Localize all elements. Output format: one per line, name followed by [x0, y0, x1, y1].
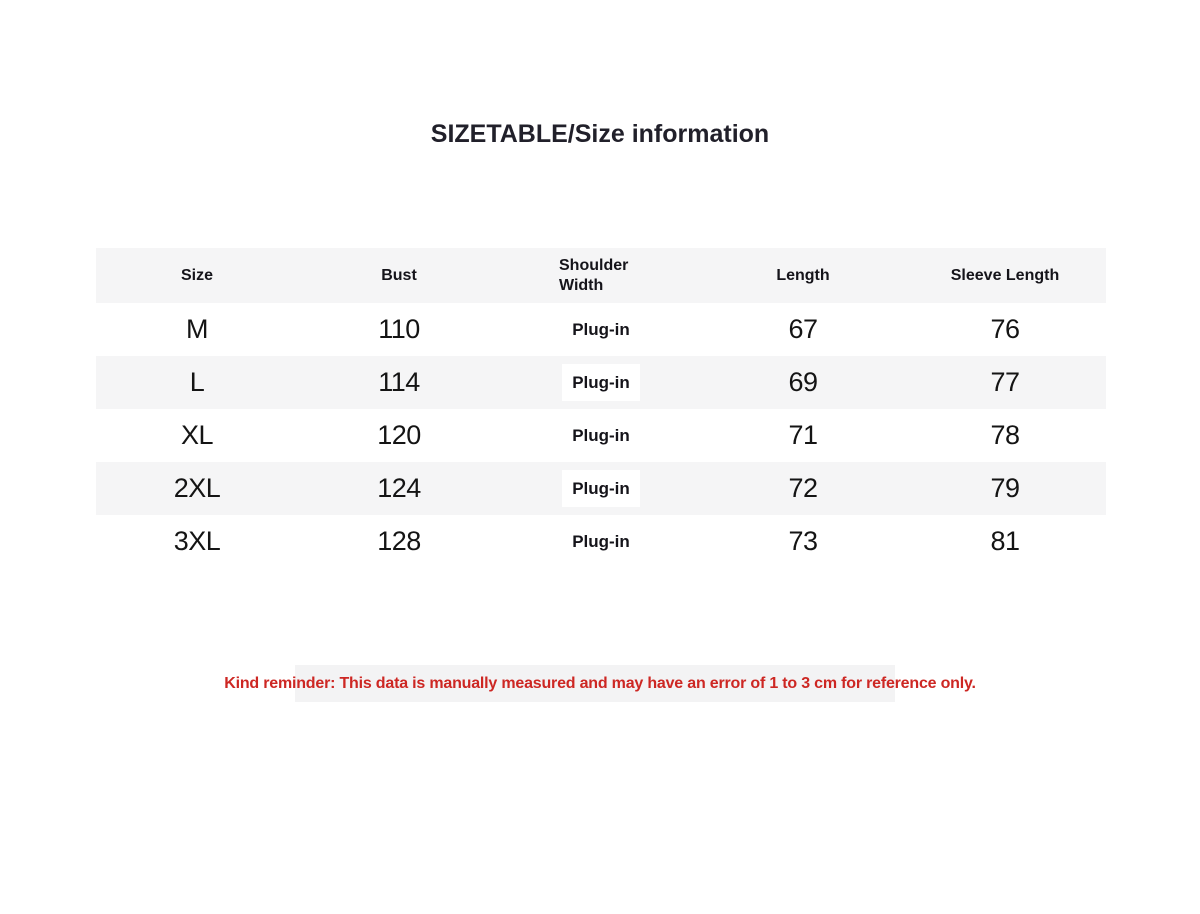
cell-shoulder-width	[500, 515, 702, 568]
cell-size: M	[186, 314, 208, 344]
table-row	[96, 409, 1106, 462]
column-header-length-label: Length	[776, 266, 830, 284]
cell-shoulder-width	[500, 303, 702, 356]
table-row	[96, 356, 1106, 409]
cell-shoulder-width	[500, 356, 702, 409]
cell-length: 69	[788, 367, 818, 397]
cell-shoulder-width-value: Plug-in	[562, 470, 640, 507]
cell-shoulder-width	[500, 462, 702, 515]
cell-sleeve-length: 79	[990, 473, 1020, 503]
cell-sleeve-length: 78	[990, 420, 1020, 450]
cell-length: 72	[788, 473, 818, 503]
cell-shoulder-width-value: Plug-in	[562, 364, 640, 401]
cell-bust: 128	[377, 526, 421, 556]
cell-length: 67	[788, 314, 818, 344]
cell-sleeve-length: 76	[990, 314, 1020, 344]
cell-bust: 124	[377, 473, 421, 503]
column-header-shoulder-width-label: Shoulder Width	[559, 256, 629, 294]
cell-length: 71	[788, 420, 818, 450]
cell-size: 2XL	[173, 473, 221, 503]
page-title: SIZETABLE/Size information	[430, 120, 770, 148]
column-header-length	[702, 248, 904, 303]
column-header-size-label: Size	[180, 266, 213, 284]
cell-sleeve-length: 81	[990, 526, 1020, 556]
cell-shoulder-width-value: Plug-in	[562, 311, 640, 348]
cell-sleeve-length: 77	[990, 367, 1020, 397]
column-header-size	[96, 248, 298, 303]
cell-bust: 114	[378, 367, 420, 397]
cell-shoulder-width-value: Plug-in	[562, 523, 640, 560]
column-header-bust	[298, 248, 500, 303]
table-row	[96, 303, 1106, 356]
cell-shoulder-width	[500, 409, 702, 462]
cell-shoulder-width-value: Plug-in	[562, 417, 640, 454]
reminder-note-band	[0, 665, 1200, 702]
cell-bust: 110	[378, 314, 420, 344]
reminder-note: Kind reminder: This data is manually measured and may have an error of 1 to 3 cm for reference only.	[224, 675, 976, 692]
table-row	[96, 515, 1106, 568]
cell-size: 3XL	[173, 526, 221, 556]
column-header-sleeve-length	[904, 248, 1106, 303]
column-header-shoulder-width	[500, 248, 702, 303]
size-table	[96, 248, 1106, 568]
column-header-bust-label: Bust	[381, 266, 417, 284]
cell-size: XL	[180, 420, 214, 450]
cell-length: 73	[788, 526, 818, 556]
cell-size: L	[189, 367, 205, 397]
table-header-row	[96, 248, 1106, 303]
cell-bust: 120	[377, 420, 421, 450]
column-header-sleeve-length-label: Sleeve Length	[950, 266, 1060, 284]
table-row	[96, 462, 1106, 515]
